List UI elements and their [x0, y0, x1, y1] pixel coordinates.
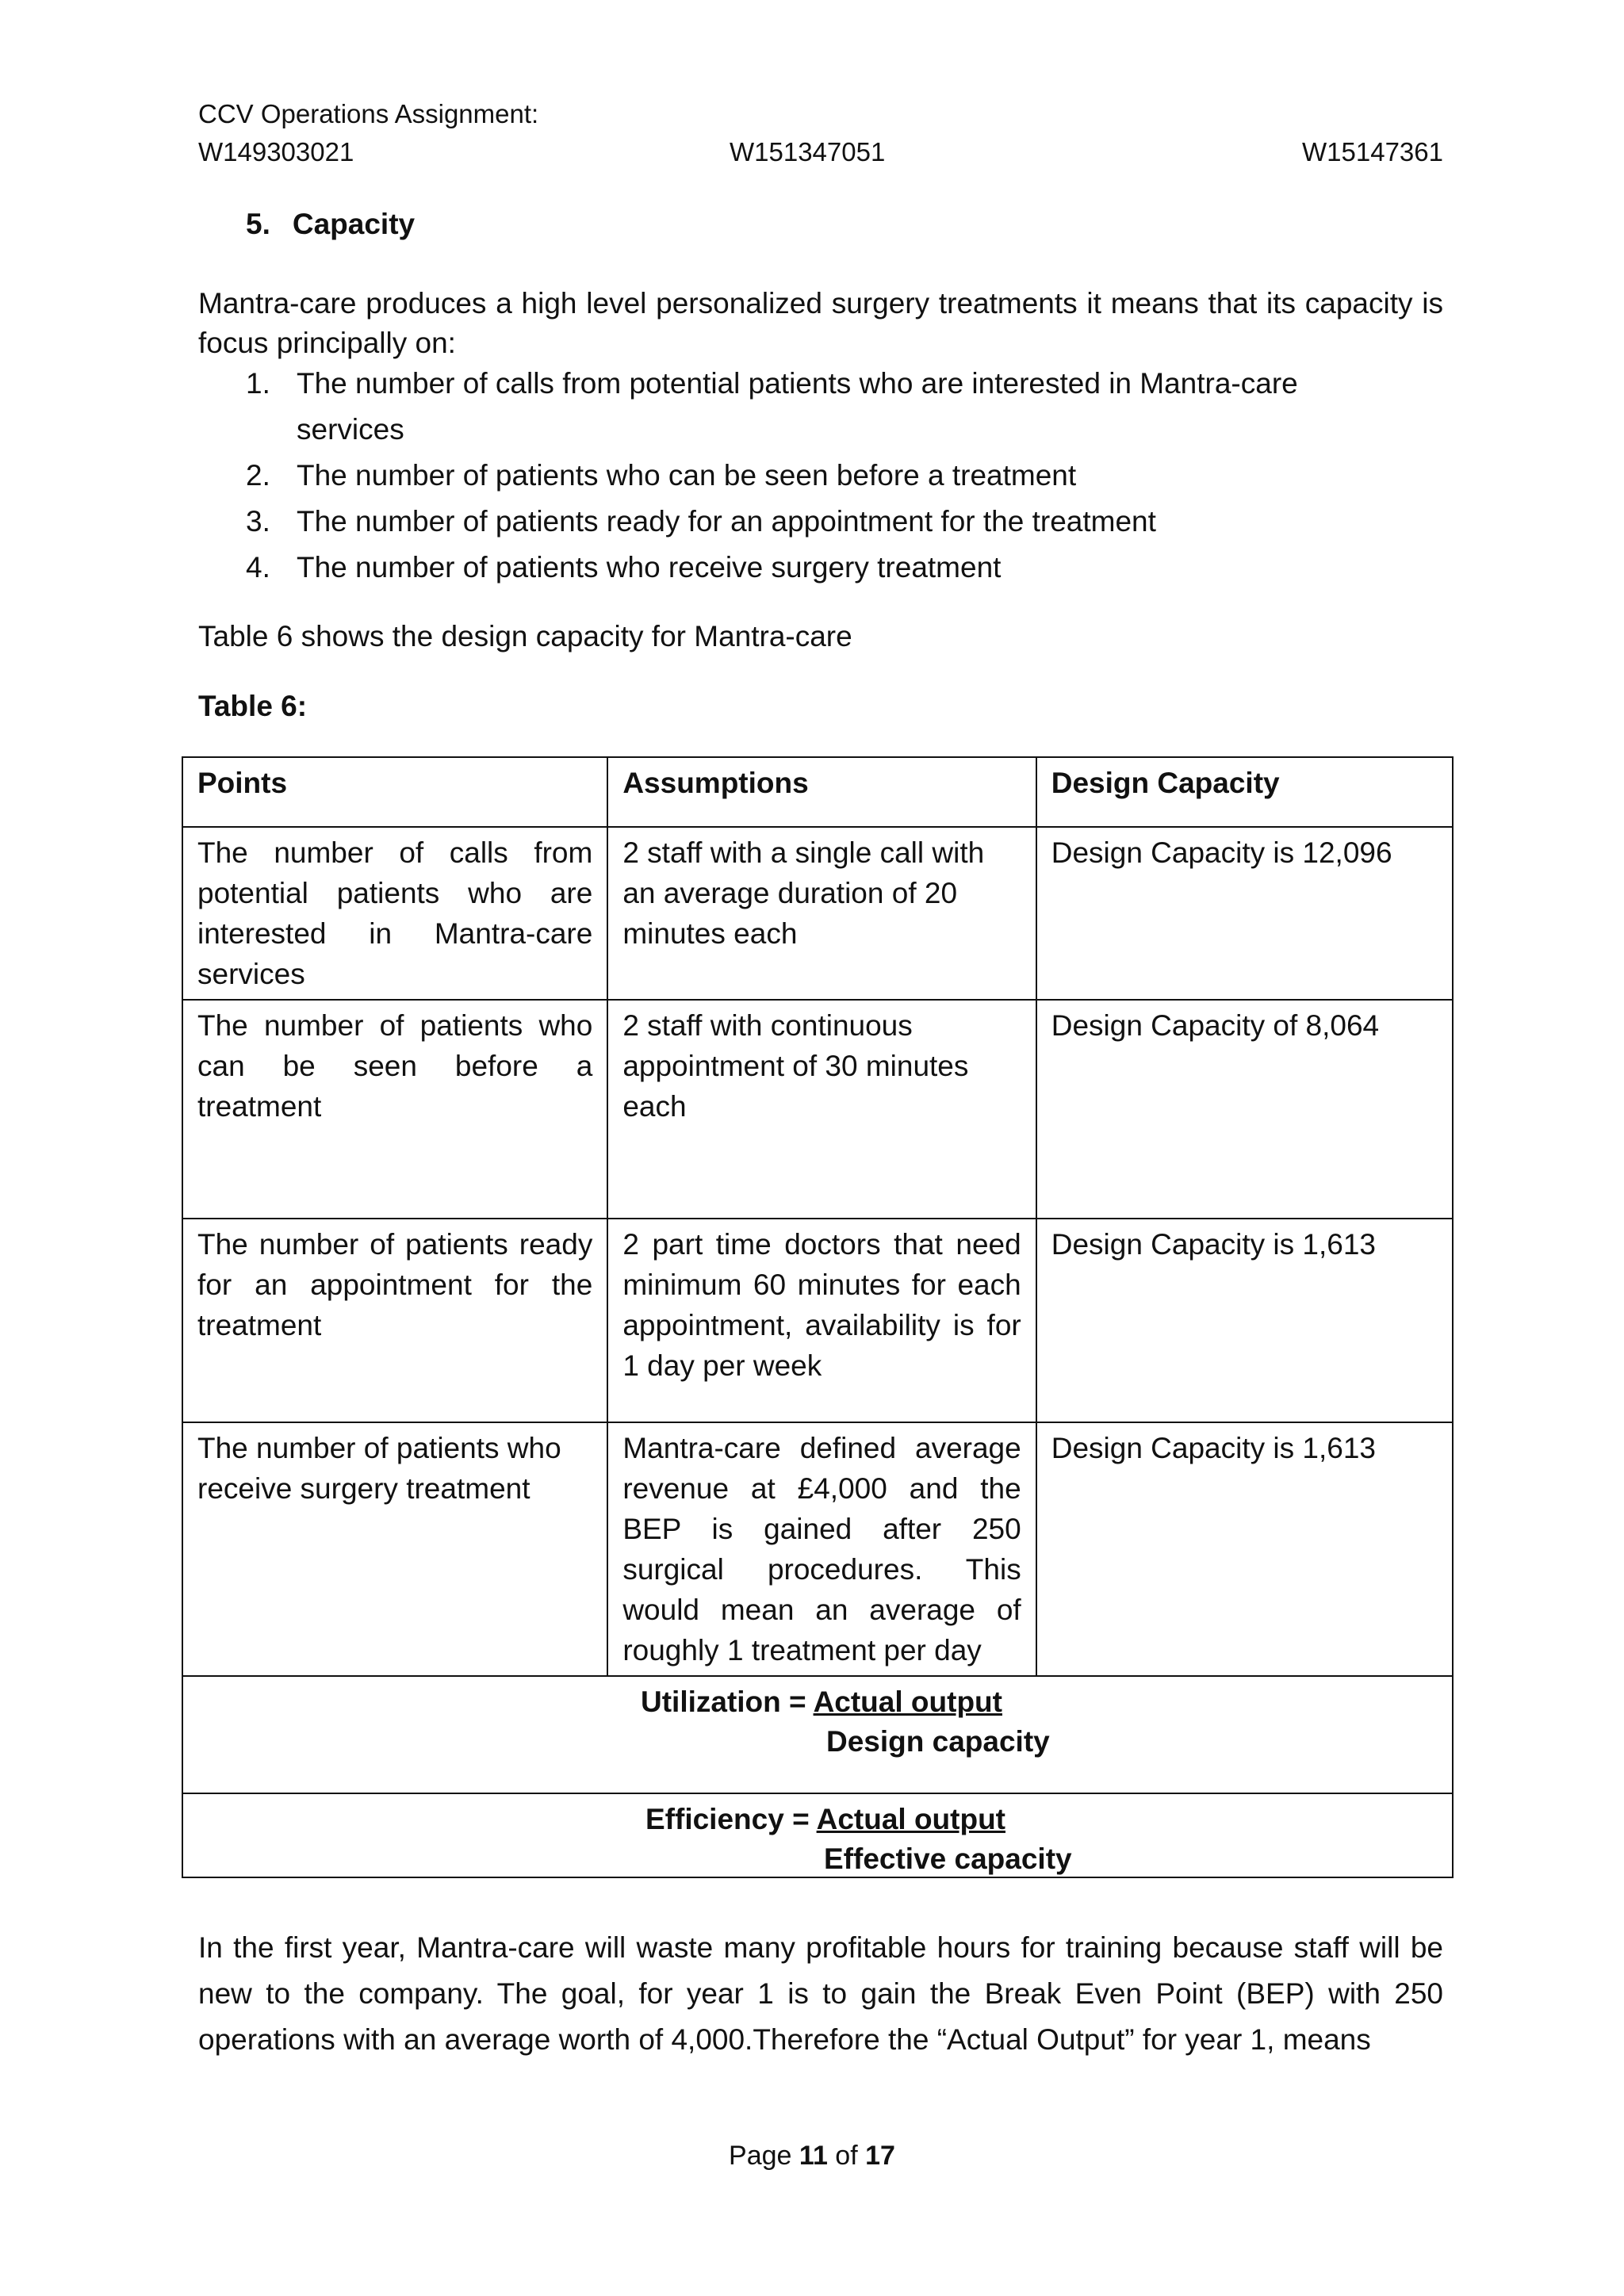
efficiency-formula: [197, 1799, 1438, 1875]
list-item-number: 2.: [246, 459, 270, 492]
table-row: [182, 827, 1453, 1000]
formula-lhs-line: [641, 1682, 1002, 1722]
list-item-text: The number of patients who can be seen before a treatment: [297, 459, 1077, 492]
utilization-formula: [197, 1682, 1438, 1788]
table-row: [182, 1219, 1453, 1422]
section-heading: [246, 208, 415, 241]
formula-row-efficiency: [182, 1793, 1453, 1877]
list-item: [246, 545, 1435, 591]
cell-assumption: 2 staff with continuous appointment of 30 minutes each: [607, 1000, 1036, 1219]
formula-numerator: Actual output: [813, 1686, 1002, 1718]
current-page-number: 11: [799, 2141, 828, 2171]
list-item-number: 3.: [246, 505, 270, 538]
total-page-count: 17: [865, 2141, 895, 2171]
list-item-text: The number of patients who receive surgery treatment: [297, 551, 1002, 584]
list-item-text-continued: services: [297, 413, 404, 446]
formula-lhs: Utilization =: [641, 1686, 814, 1718]
cell-assumption: 2 staff with a single call with an average duration of 20 minutes each: [607, 827, 1036, 1000]
formula-denominator: Effective capacity: [824, 1843, 1072, 1875]
table-label: Table 6:: [198, 690, 308, 722]
cell-capacity: Design Capacity is 1,613: [1036, 1422, 1453, 1676]
footer-prefix: Page: [729, 2141, 799, 2171]
list-item: [246, 453, 1435, 499]
student-id-3: W15147361: [1302, 137, 1443, 166]
page-header: [198, 95, 1443, 171]
intro-paragraph: Mantra-care produces a high level personalized surgery treatments it means that its capacity is focus principally on:: [198, 287, 1443, 359]
cell-assumption: 2 part time doctors that need minimum 60 minutes for each appointment, availability is for 1 day per week: [607, 1219, 1036, 1422]
list-item: [246, 361, 1435, 453]
formula-cell: [182, 1676, 1453, 1793]
design-capacity-table: [182, 756, 1454, 1878]
cell-capacity: Design Capacity of 8,064: [1036, 1000, 1453, 1219]
header-student-ids: [198, 133, 1443, 171]
list-item-text: The number of calls from potential patients who are interested in Mantra-care: [297, 367, 1298, 400]
cell-point: The number of calls from potential patients who are interested in Mantra-care services: [182, 827, 607, 1000]
column-header-points: Points: [182, 757, 607, 827]
cell-point: The number of patients who can be seen before a treatment: [182, 1000, 607, 1219]
table-row: [182, 1000, 1453, 1219]
section-number: 5.: [246, 208, 270, 240]
header-title: CCV Operations Assignment:: [198, 99, 539, 128]
cell-point: The number of patients who receive surgery treatment: [182, 1422, 607, 1676]
cell-assumption: Mantra-care defined average revenue at £4,000 and the BEP is gained after 250 surgical procedures. This would mean an average of roughly 1 treatment per day: [607, 1422, 1036, 1676]
list-item: [246, 499, 1435, 545]
table-row: [182, 1422, 1453, 1676]
list-item-text: The number of patients ready for an appointment for the treatment: [297, 505, 1156, 538]
page-footer: [0, 2141, 1624, 2172]
section-title: Capacity: [292, 208, 416, 240]
column-header-design-capacity: Design Capacity: [1036, 757, 1453, 827]
formula-numerator: Actual output: [816, 1803, 1005, 1835]
column-header-assumptions: Assumptions: [607, 757, 1036, 827]
formula-denominator: Design capacity: [826, 1725, 1050, 1758]
table-header-row: [182, 757, 1453, 827]
list-item-number: 1.: [246, 367, 270, 400]
table-intro-text: Table 6 shows the design capacity for Mantra-care: [198, 620, 852, 652]
cell-capacity: Design Capacity is 1,613: [1036, 1219, 1453, 1422]
cell-capacity: Design Capacity is 12,096: [1036, 827, 1453, 1000]
cell-point: The number of patients ready for an appointment for the treatment: [182, 1219, 607, 1422]
formula-cell: [182, 1793, 1453, 1877]
footer-middle: of: [827, 2141, 866, 2171]
closing-paragraph: In the first year, Mantra-care will waste many profitable hours for training because staff will be new to the company. The goal, for year 1 is to gain the Break Even Point (BEP) with 250 operations with an average worth of 4,000.Therefore the “Actual Output” for year 1, means: [198, 1931, 1443, 2056]
list-item-number: 4.: [246, 551, 270, 584]
formula-row-utilization: [182, 1676, 1453, 1793]
student-id-1: W149303021: [198, 137, 354, 166]
capacity-points-list: [246, 361, 1435, 591]
student-id-2: W151347051: [730, 137, 886, 166]
formula-lhs: Efficiency =: [645, 1803, 817, 1835]
formula-lhs-line: [645, 1799, 1005, 1839]
